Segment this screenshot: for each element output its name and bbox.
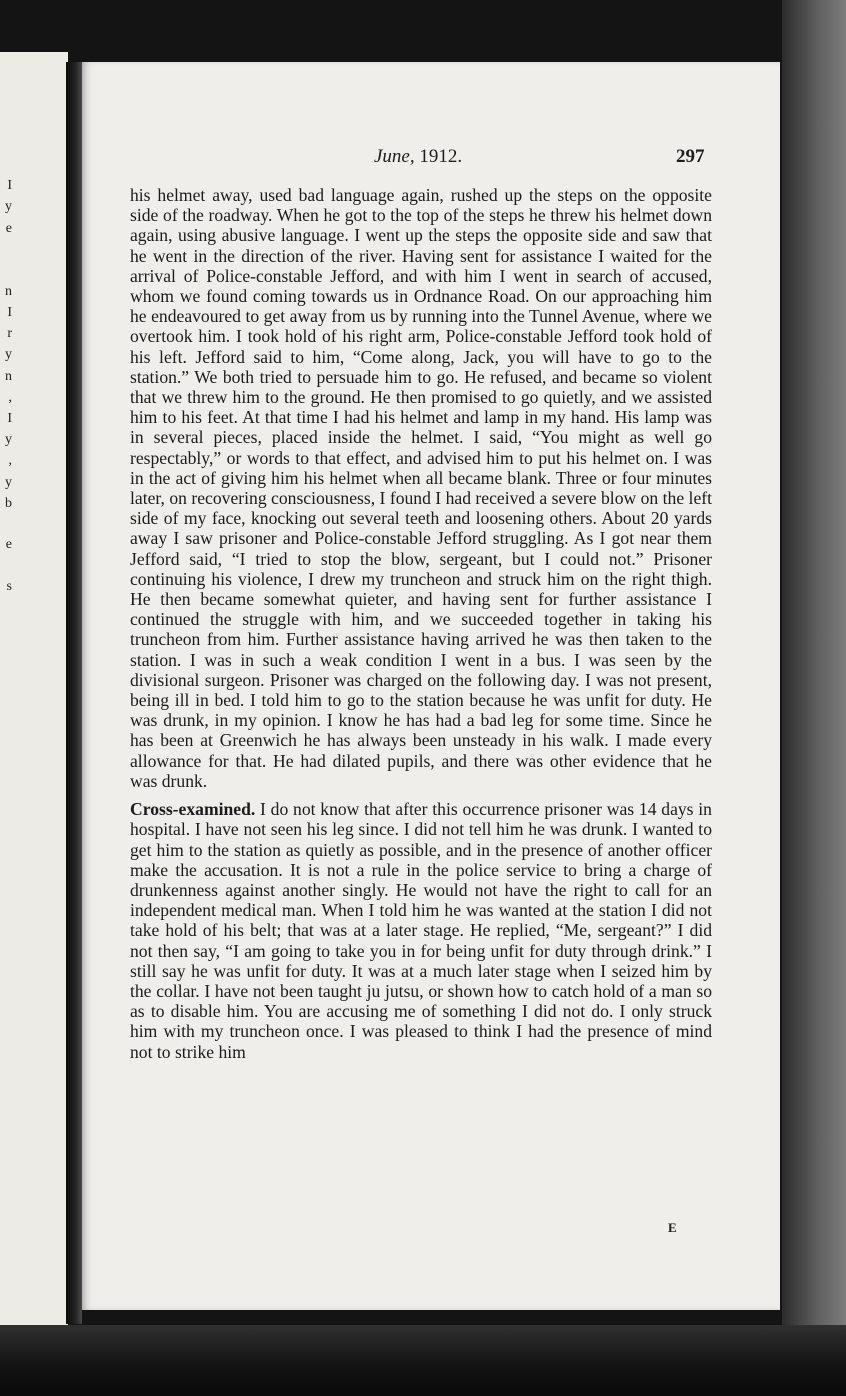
facing-page-letter: r [7, 326, 12, 341]
facing-page-letter: I [7, 411, 12, 426]
facing-page-letter: n [5, 369, 12, 384]
running-title-year: 1912. [419, 146, 463, 167]
facing-page-edge [0, 52, 68, 1330]
facing-page-letter: s [6, 579, 12, 594]
running-head [82, 146, 780, 170]
facing-page-letter: y [5, 475, 12, 490]
body-text [130, 185, 712, 1062]
facing-page-letter: y [5, 347, 12, 362]
facing-page-letter: , [8, 453, 12, 468]
right-page-edge [782, 0, 846, 1396]
cross-examination-text: I do not know that after this occurrence prisoner was 14 days in hospital. I have not seen his leg since. I did not tell him he was drunk. I wanted to get him to the station as quietly as possible, and in the presence of another officer make the accusation. It is not a rule in the police service to bring a charge of drunkenness against another singly. He would not have the right to call for an independent medical man. When I told him he was wanted at the station I did not take hold of his belt; that was at a later stage. He replied, “Me, sergeant?” I did not then say, “I am going to take you in for being unfit for duty through drink.” I still say he was unfit for duty. It was at a much later stage when I seized him by the collar. I have not been taught ju jutsu, or shown how to catch hold of a man so as to disable him. You are accusing me of something I did not do. I only struck him with my truncheon once. I was pleased to think I had the presence of mind not to strike him [130, 799, 712, 1062]
page-number: 297 [676, 146, 705, 167]
cross-examined-label: Cross-examined. [130, 799, 256, 820]
book-gutter [66, 62, 82, 1324]
facing-page-letter: n [5, 284, 12, 299]
facing-page-letter: y [5, 432, 12, 447]
running-title [374, 146, 462, 168]
facing-page-letter: I [7, 178, 12, 193]
facing-page-letter: b [5, 496, 12, 511]
cross-examination-paragraph [130, 799, 712, 1062]
book-page [82, 62, 780, 1310]
facing-page-letter: I [7, 305, 12, 320]
facing-page-letter: e [5, 537, 12, 552]
bottom-scan-edge [0, 1325, 846, 1396]
facing-page-letter: , [8, 390, 12, 405]
printer-signature-mark: E [668, 1220, 677, 1235]
running-title-month: June, [374, 146, 415, 167]
facing-page-letter: y [5, 199, 12, 214]
testimony-paragraph: his helmet away, used bad language again, rushed up the steps on the opposite side of the roadway. When he got to the top of the steps he threw his helmet down again, using abusive language. I went up the steps the opposite side and saw that he went in the direction of the river. Having sent for assistance I waited for the arrival of Police-constable Jefford, and with him I went in search of accused, whom we found coming towards us in Ordnance Road. On our approaching him he endeavoured to get away from us by running into the Tunnel Avenue, where we overtook him. I took hold of his right arm, Police-constable Jefford took hold of his left. Jefford said to him, “Come along, Jack, you will have to go to the station.” We both tried to persuade him to go. He refused, and became so violent that we threw him to the ground. He then promised to go quietly, and we assisted him to his feet. At that time I had his helmet and lamp in my hand. His lamp was in several pieces, placed inside the helmet. I said, “You might as well go respectably,” or words to that effect, and advised him to put his helmet on. I was in the act of giving him his helmet when all became blank. Three or four minutes later, on recovering consciousness, I found I had received a severe blow on the left side of my face, knocking out several teeth and loosening others. About 20 yards away I saw prisoner and Police-constable Jefford struggling. As I got near them Jefford said, “I tried to stop the blow, sergeant, but I could not.” Prisoner continuing his violence, I drew my truncheon and struck him on the right thigh. He then became somewhat quieter, and having sent for further assistance I continued the struggle with him, and we succeeded together in taking his truncheon from him. Further assistance having arrived he was then taken to the station. I was in such a weak condition I went in a bus. I was seen by the divisional surgeon. Prisoner was charged on the following day. I was not present, being ill in bed. I told him to go to the station because he was unfit for duty. He was drunk, in my opinion. I know he has had a bad leg for some time. Since he has been at Greenwich he has always been unsteady in his walk. I made every allowance for that. He had dilated pupils, and there was other evidence that he was drunk. [130, 185, 712, 791]
facing-page-letter: e [5, 221, 12, 236]
